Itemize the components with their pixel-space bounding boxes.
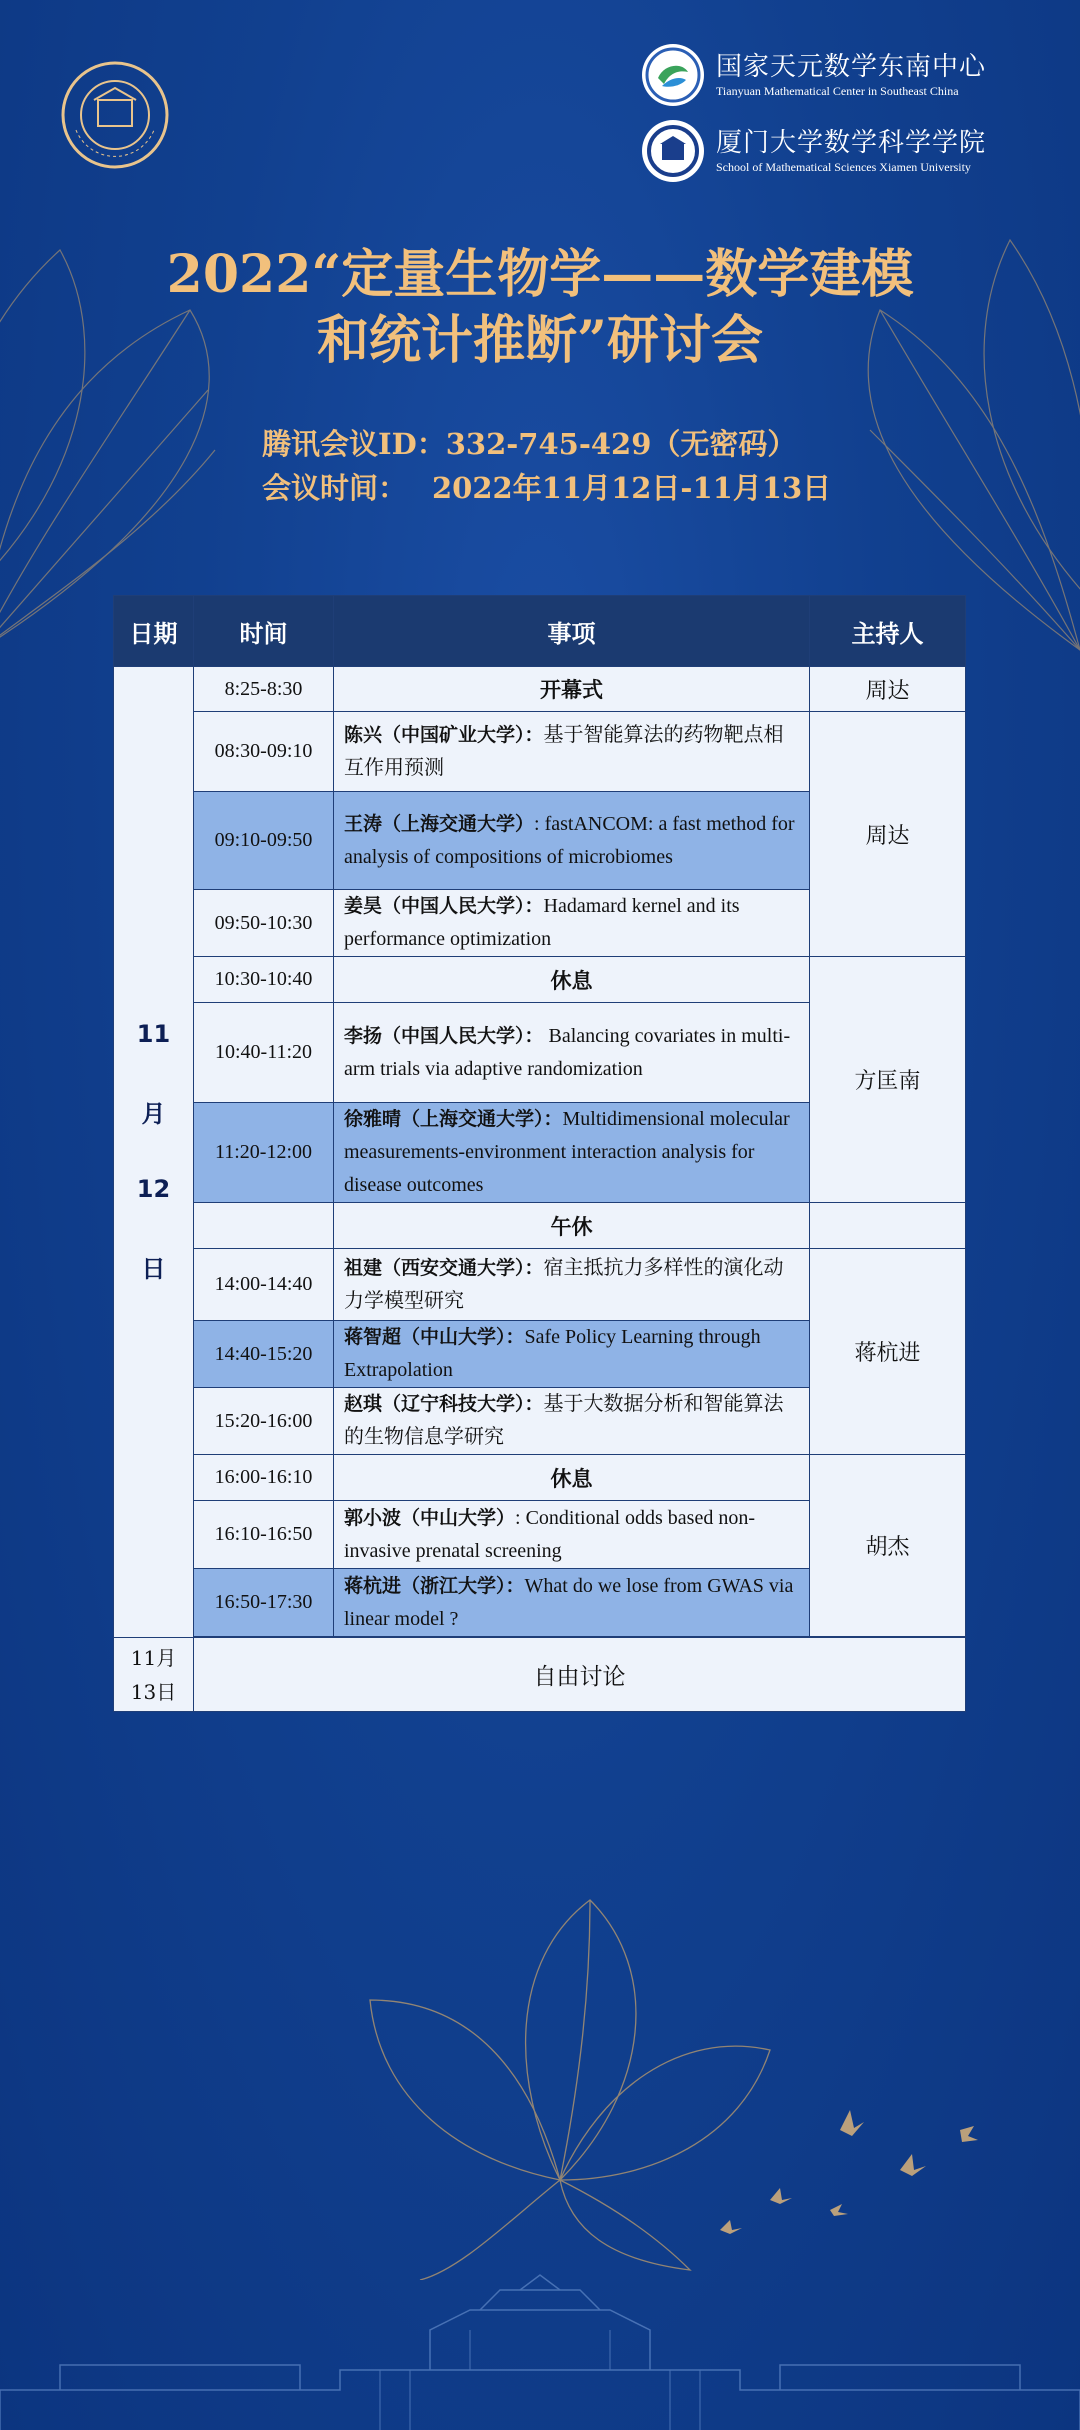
institution-name-cn: 国家天元数学东南中心 bbox=[716, 52, 987, 82]
time-cell: 14:00-14:40 bbox=[194, 1249, 334, 1321]
header-time: 时间 bbox=[194, 596, 334, 667]
date-nov-12-cell bbox=[114, 667, 194, 1638]
time-cell bbox=[194, 1203, 334, 1249]
table-row bbox=[114, 712, 966, 792]
talk-title: : fastANCOM: a fast method for analysis of compositions of microbiomes bbox=[344, 812, 795, 868]
speaker-name: 祖建（西安交通大学）： bbox=[344, 1256, 544, 1279]
item-cell bbox=[334, 890, 810, 957]
item-cell bbox=[334, 1501, 810, 1569]
meeting-time-row bbox=[262, 466, 831, 510]
host-cell: 周达 bbox=[810, 667, 966, 712]
item-cell: 休息 bbox=[334, 957, 810, 1003]
talk-title: What do we lose from GWAS via linear model ? bbox=[344, 1574, 794, 1630]
host-cell bbox=[810, 1203, 966, 1249]
speaker-name: 郭小波（中山大学） bbox=[344, 1506, 516, 1529]
host-cell: 方匡南 bbox=[810, 957, 966, 1203]
speaker-name: 王涛（上海交通大学） bbox=[344, 812, 535, 835]
time-cell: 10:30-10:40 bbox=[194, 957, 334, 1003]
date-part: 日 bbox=[141, 1255, 166, 1283]
speaker-name: 徐雅晴（上海交通大学）： bbox=[344, 1108, 563, 1130]
time-cell: 08:30-09:10 bbox=[194, 712, 334, 792]
institution-tianyuan bbox=[640, 42, 986, 108]
item-cell bbox=[334, 1388, 810, 1455]
institution-name-cn: 厦门大学数学科学学院 bbox=[716, 128, 987, 158]
item-cell bbox=[334, 712, 810, 792]
date-part: 11 bbox=[136, 1020, 171, 1048]
time-cell: 09:10-09:50 bbox=[194, 792, 334, 890]
item-cell bbox=[334, 1103, 810, 1203]
talk-title: 宿主抵抗力多样性的演化动力学模型研究 bbox=[344, 1256, 784, 1312]
meeting-time-value: 2022年11月12日-11月13日 bbox=[432, 471, 832, 505]
schedule-table bbox=[113, 595, 966, 1712]
header-date: 日期 bbox=[114, 596, 194, 667]
poster-title bbox=[0, 242, 1080, 374]
header-host: 主持人 bbox=[810, 596, 966, 667]
time-cell: 14:40-15:20 bbox=[194, 1321, 334, 1388]
date-part: 13日 bbox=[130, 1679, 177, 1704]
time-cell: 16:50-17:30 bbox=[194, 1569, 334, 1637]
item-cell: 午休 bbox=[334, 1203, 810, 1249]
speaker-name: 蒋杭进（浙江大学）： bbox=[344, 1574, 525, 1597]
time-cell: 16:00-16:10 bbox=[194, 1455, 334, 1501]
host-cell: 胡杰 bbox=[810, 1455, 966, 1637]
xmu-math-school-logo bbox=[640, 118, 706, 184]
talk-title: Hadamard kernel and its performance optimization bbox=[344, 895, 740, 950]
free-discussion-cell: 自由讨论 bbox=[194, 1638, 966, 1712]
meeting-time-label: 会议时间： bbox=[262, 471, 408, 505]
item-cell: 开幕式 bbox=[334, 667, 810, 712]
date-part: 12 bbox=[136, 1175, 171, 1203]
item-cell bbox=[334, 792, 810, 890]
institution-xmu-math bbox=[640, 118, 986, 184]
time-cell: 8:25-8:30 bbox=[194, 667, 334, 712]
time-cell: 15:20-16:00 bbox=[194, 1388, 334, 1455]
title-line-2: 和统计推断”研讨会 bbox=[317, 310, 763, 371]
date-part: 月 bbox=[141, 1100, 166, 1128]
talk-title: 基于大数据分析和智能算法的生物信息学研究 bbox=[344, 1393, 784, 1448]
speaker-name: 姜昊（中国人民大学）： bbox=[344, 895, 544, 917]
time-cell: 11:20-12:00 bbox=[194, 1103, 334, 1203]
campus-building-silhouette bbox=[0, 2270, 1080, 2430]
table-row bbox=[114, 1455, 966, 1501]
talk-title: Balancing covariates in multi-arm trials via adaptive randomization bbox=[344, 1024, 791, 1080]
meeting-id-label: 腾讯会议ID： bbox=[262, 427, 446, 461]
institution-name-en: School of Mathematical Sciences Xiamen University bbox=[716, 160, 971, 174]
table-row bbox=[114, 1638, 966, 1712]
institution-name-en: Tianyuan Mathematical Center in Southeast China bbox=[716, 84, 959, 98]
talk-title: 基于智能算法的药物靶点相互作用预测 bbox=[344, 723, 784, 779]
table-row bbox=[114, 667, 966, 712]
item-cell bbox=[334, 1249, 810, 1321]
host-cell: 蒋杭进 bbox=[810, 1249, 966, 1455]
date-nov-13-cell bbox=[114, 1638, 194, 1712]
item-cell bbox=[334, 1003, 810, 1103]
birds-decoration bbox=[610, 2090, 990, 2250]
item-cell: 休息 bbox=[334, 1455, 810, 1501]
item-cell bbox=[334, 1321, 810, 1388]
speaker-name: 陈兴（中国矿业大学）： bbox=[344, 723, 544, 746]
title-line-1: 2022“定量生物学——数学建模 bbox=[166, 244, 914, 305]
header-item: 事项 bbox=[334, 596, 810, 667]
table-header-row bbox=[114, 596, 966, 667]
university-seal-logo bbox=[60, 60, 170, 170]
talk-title: Multidimensional molecular measurements-environment interaction analysis for disease outcomes bbox=[344, 1108, 790, 1196]
speaker-name: 蒋智超（中山大学）： bbox=[344, 1326, 525, 1348]
tianyuan-center-logo bbox=[640, 42, 706, 108]
time-cell: 09:50-10:30 bbox=[194, 890, 334, 957]
table-row bbox=[114, 1249, 966, 1321]
talk-title: : Conditional odds based non-invasive prenatal screening bbox=[344, 1506, 755, 1562]
meeting-info bbox=[262, 422, 831, 510]
time-cell: 16:10-16:50 bbox=[194, 1501, 334, 1569]
table-row bbox=[114, 957, 966, 1003]
date-part: 11月 bbox=[130, 1645, 177, 1670]
speaker-name: 赵琪（辽宁科技大学）： bbox=[344, 1393, 544, 1415]
host-cell: 周达 bbox=[810, 712, 966, 957]
meeting-id-value: 332-745-429（无密码） bbox=[445, 427, 797, 461]
table-row bbox=[114, 1203, 966, 1249]
time-cell: 10:40-11:20 bbox=[194, 1003, 334, 1103]
meeting-id-row bbox=[262, 422, 831, 466]
talk-title: Safe Policy Learning through Extrapolation bbox=[344, 1326, 761, 1381]
item-cell bbox=[334, 1569, 810, 1637]
speaker-name: 李扬（中国人民大学）： bbox=[344, 1024, 544, 1047]
